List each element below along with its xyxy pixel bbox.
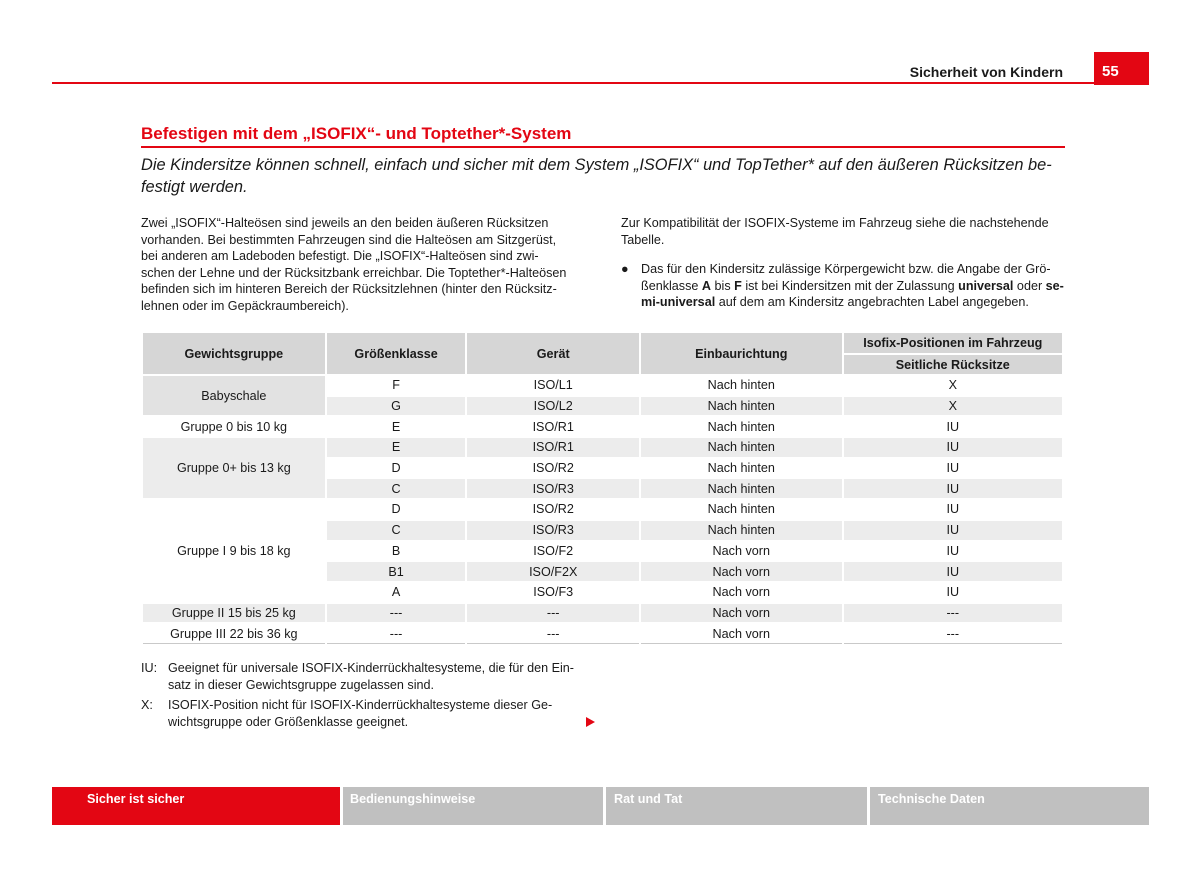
bullet-dot-icon: ● — [621, 262, 629, 276]
device-cell: ISO/R1 — [466, 416, 640, 437]
footnote-line: ISOFIX-Position nicht für ISOFIX-Kinderrückhaltesysteme dieser Ge- — [168, 698, 553, 712]
direction-cell: Nach hinten — [640, 416, 843, 437]
left-line: lehnen oder im Gepäckraumbereich). — [141, 298, 349, 313]
bullet-note — [621, 261, 1065, 311]
left-line: befinden sich im hinteren Bereich der Rücksitzlehnen (hinter den Rücksitz- — [141, 282, 557, 297]
right-paragraph — [621, 215, 1065, 248]
size-cell: D — [326, 458, 467, 479]
table-row — [142, 416, 1063, 437]
table-row — [142, 437, 1063, 458]
rear-cell: IU — [843, 520, 1063, 541]
device-cell: ISO/R1 — [466, 437, 640, 458]
header-weight-group: Gewichtsgruppe — [142, 332, 326, 375]
device-cell: ISO/R2 — [466, 458, 640, 479]
tab-rat-und-tat[interactable] — [606, 787, 867, 825]
rear-cell: --- — [843, 603, 1063, 624]
direction-cell: Nach hinten — [640, 499, 843, 520]
bullet-line-1: Das für den Kindersitz zulässige Körpergewicht bzw. die Angabe der Grö- — [641, 262, 1051, 276]
intro-line-1: Die Kindersitze können schnell, einfach und sicher mit dem System „ISOFIX“ und TopTether* auf den äußeren Rücksitzen be- — [141, 156, 1052, 174]
size-cell: C — [326, 520, 467, 541]
isofix-compatibility-table — [141, 331, 1064, 644]
direction-cell: Nach vorn — [640, 623, 843, 643]
group-cell: Gruppe I 9 bis 18 kg — [142, 499, 326, 602]
size-cell: B — [326, 541, 467, 562]
footnote-line: Geeignet für universale ISOFIX-Kinderrückhaltesysteme, die für den Ein- — [168, 661, 574, 675]
header-rear-seats: Seitliche Rücksitze — [843, 354, 1063, 375]
device-cell: --- — [466, 603, 640, 624]
size-cell: C — [326, 478, 467, 499]
table-row — [142, 603, 1063, 624]
device-cell: ISO/F2X — [466, 561, 640, 582]
device-cell: --- — [466, 623, 640, 643]
device-cell: ISO/R2 — [466, 499, 640, 520]
tab-label: Sicher ist sicher — [87, 792, 185, 806]
bullet-line-3: mi-universal auf dem am Kindersitz angebrachten Label angegeben. — [641, 295, 1029, 310]
size-cell: B1 — [326, 561, 467, 582]
tab-label: Rat und Tat — [614, 792, 683, 806]
header-device: Gerät — [466, 332, 640, 375]
tab-label: Bedienungshinweise — [350, 792, 476, 806]
left-line: Zwei „ISOFIX“-Halteösen sind jeweils an den beiden äußeren Rücksitzen — [141, 216, 549, 230]
size-cell: --- — [326, 623, 467, 643]
size-cell: A — [326, 582, 467, 603]
triangle-right-icon — [586, 717, 595, 727]
footnote-line: satz in dieser Gewichtsgruppe zugelassen sind. — [168, 678, 435, 692]
rear-cell: IU — [843, 541, 1063, 562]
left-line: vorhanden. Bei bestimmten Fahrzeugen sind die Halteösen am Sitzgerüst, — [141, 232, 557, 247]
tab-bedienungshinweise[interactable] — [343, 787, 603, 825]
rear-cell: IU — [843, 458, 1063, 479]
rear-cell: IU — [843, 582, 1063, 603]
direction-cell: Nach hinten — [640, 520, 843, 541]
footnote-label: IU: — [141, 661, 158, 675]
intro-text — [141, 154, 1061, 198]
footnote-x — [141, 697, 593, 731]
header-direction: Einbaurichtung — [640, 332, 843, 375]
device-cell: ISO/L1 — [466, 375, 640, 396]
rear-cell: IU — [843, 437, 1063, 458]
direction-cell: Nach vorn — [640, 541, 843, 562]
size-cell: F — [326, 375, 467, 396]
rear-cell: IU — [843, 478, 1063, 499]
header-size-class: Größenklasse — [326, 332, 467, 375]
device-cell: ISO/R3 — [466, 478, 640, 499]
table-row — [142, 499, 1063, 520]
header-isofix-positions: Isofix-Positionen im Fahrzeug — [843, 332, 1063, 354]
rear-cell: IU — [843, 416, 1063, 437]
tab-technische-daten[interactable] — [870, 787, 1149, 825]
section-heading: Befestigen mit dem „ISOFIX“- und Toptether*-System — [141, 124, 572, 143]
direction-cell: Nach hinten — [640, 478, 843, 499]
direction-cell: Nach vorn — [640, 603, 843, 624]
rear-cell: IU — [843, 499, 1063, 520]
group-cell: Gruppe 0 bis 10 kg — [142, 416, 326, 437]
group-cell: Gruppe 0+ bis 13 kg — [142, 437, 326, 499]
tab-sicher-ist-sicher[interactable] — [52, 787, 340, 825]
direction-cell: Nach hinten — [640, 458, 843, 479]
direction-cell: Nach hinten — [640, 437, 843, 458]
footnote-line: wichtsgruppe oder Größenklasse geeignet. — [168, 715, 409, 729]
footnote-label: X: — [141, 698, 153, 712]
rear-cell: X — [843, 375, 1063, 396]
group-cell: Gruppe II 15 bis 25 kg — [142, 603, 326, 624]
rear-cell: --- — [843, 623, 1063, 643]
size-cell: E — [326, 416, 467, 437]
header-rule — [52, 82, 1094, 84]
right-line-2: Tabelle. — [621, 232, 665, 247]
size-cell: G — [326, 396, 467, 417]
direction-cell: Nach vorn — [640, 582, 843, 603]
left-line: bei anderen am Ladeboden befestigt. Die „ISOFIX“-Halteösen sind zwi- — [141, 249, 539, 264]
footnote-iu — [141, 660, 593, 694]
size-cell: --- — [326, 603, 467, 624]
page-number: 55 — [1102, 63, 1119, 80]
device-cell: ISO/L2 — [466, 396, 640, 417]
device-cell: ISO/F2 — [466, 541, 640, 562]
tab-label: Technische Daten — [878, 792, 985, 806]
size-cell: D — [326, 499, 467, 520]
device-cell: ISO/F3 — [466, 582, 640, 603]
direction-cell: Nach vorn — [640, 561, 843, 582]
size-cell: E — [326, 437, 467, 458]
section-rule — [141, 146, 1065, 148]
isofix-table — [141, 331, 1064, 644]
rear-cell: X — [843, 396, 1063, 417]
group-cell: Gruppe III 22 bis 36 kg — [142, 623, 326, 643]
table-row — [142, 375, 1063, 396]
table-row — [142, 623, 1063, 643]
header-title: Sicherheit von Kindern — [909, 64, 1063, 80]
left-paragraph — [141, 215, 593, 315]
group-cell: Babyschale — [142, 375, 326, 416]
left-line: schen der Lehne und der Rücksitzbank erreichbar. Die Toptether*-Halteösen — [141, 265, 567, 280]
direction-cell: Nach hinten — [640, 375, 843, 396]
right-line-1: Zur Kompatibilität der ISOFIX-Systeme im Fahrzeug siehe die nachstehende — [621, 216, 1049, 230]
bullet-line-2: ßenklasse A bis F ist bei Kindersitzen mit der Zulassung universal oder se- — [641, 278, 1064, 293]
direction-cell: Nach hinten — [640, 396, 843, 417]
rear-cell: IU — [843, 561, 1063, 582]
device-cell: ISO/R3 — [466, 520, 640, 541]
intro-line-2: festigt werden. — [141, 178, 248, 196]
